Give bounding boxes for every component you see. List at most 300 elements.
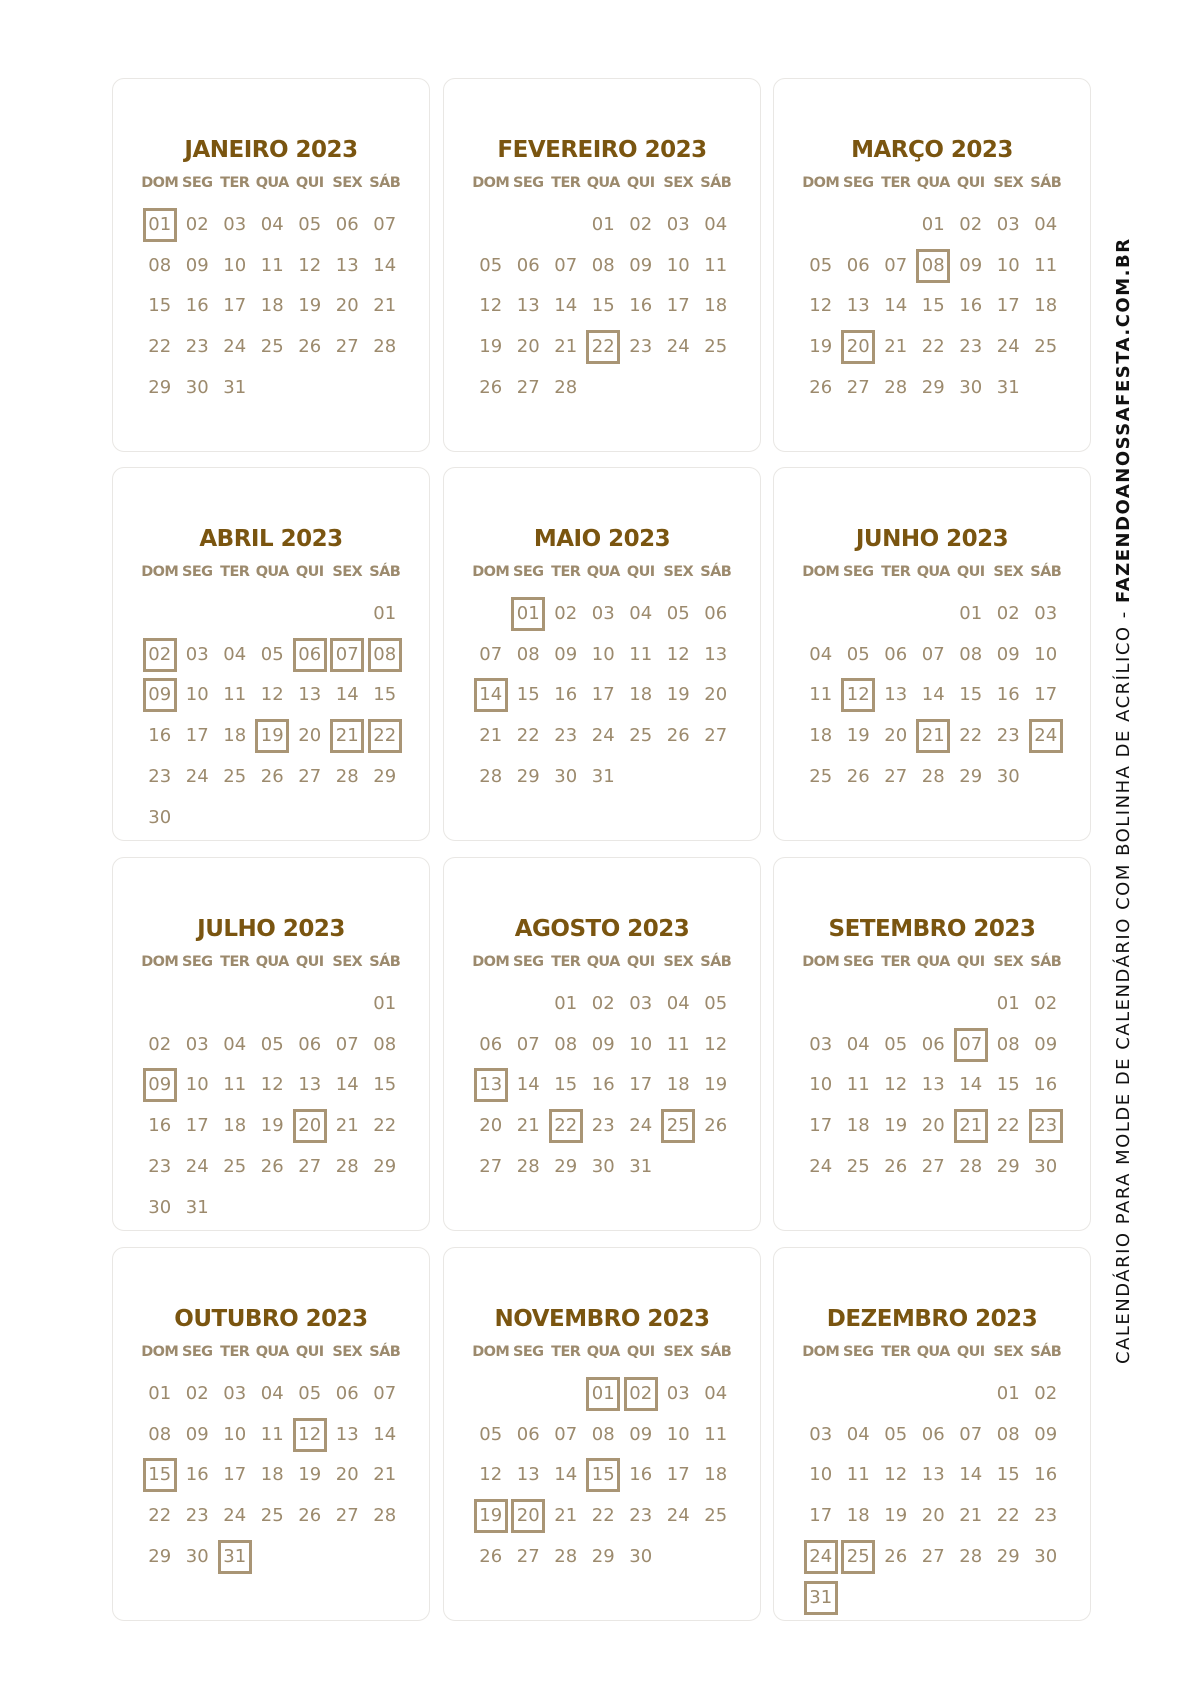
day-cell: 24 <box>223 1505 247 1527</box>
weekday-label: SEG <box>843 564 874 580</box>
weekday-label: SÁB <box>700 1344 732 1360</box>
day-cell: 30 <box>148 1196 172 1218</box>
day-cell: 14 <box>554 295 578 317</box>
day-cell: 05 <box>298 214 322 235</box>
day-cell: 04 <box>809 643 833 665</box>
day-cell: 25 <box>629 725 653 747</box>
day-cell: 25 <box>260 336 284 358</box>
day-cell: 13 <box>516 295 540 317</box>
weekday-label: QUI <box>956 175 985 191</box>
marked-day: 08 <box>915 246 953 286</box>
day-cell: 29 <box>996 1155 1020 1177</box>
marked-day: 19 <box>254 716 292 756</box>
day-cell: 11 <box>260 254 284 276</box>
day-cell: 28 <box>554 1545 578 1567</box>
side-caption-site: FAZENDOANOSSAFESTA.COM.BR <box>1113 237 1134 603</box>
day-cell: 03 <box>809 1423 833 1445</box>
day-cell: 03 <box>996 214 1020 235</box>
day-cell: 01 <box>959 603 983 624</box>
weekday-label: QUI <box>956 564 985 580</box>
day-cell: 14 <box>335 1074 359 1096</box>
day-cell: 20 <box>921 1115 945 1137</box>
marked-day: 12 <box>291 1415 329 1455</box>
day-cell: 18 <box>846 1115 870 1137</box>
day-cell: 28 <box>335 1155 359 1177</box>
day-cell: 19 <box>884 1505 908 1527</box>
weekday-label: TER <box>881 1344 911 1360</box>
day-cell: 14 <box>884 295 908 317</box>
day-cell: 05 <box>884 1033 908 1055</box>
weekday-label: SEG <box>513 564 544 580</box>
weekday-label: QUA <box>255 1344 289 1360</box>
day-cell: 01 <box>591 214 615 235</box>
month-card <box>112 857 430 1231</box>
weekday-label: QUA <box>916 1344 950 1360</box>
day-cell: 04 <box>666 993 690 1014</box>
day-cell: 09 <box>1034 1423 1058 1445</box>
day-cell: 05 <box>260 643 284 665</box>
weekday-label: QUA <box>255 564 289 580</box>
day-cell: 02 <box>996 603 1020 624</box>
weekday-header <box>472 1340 735 1364</box>
day-cell: 05 <box>666 603 690 624</box>
weekday-label: SEG <box>513 1344 544 1360</box>
weekday-label: QUA <box>586 1344 620 1360</box>
weekday-label: QUI <box>956 1344 985 1360</box>
weekday-header <box>802 950 1065 974</box>
day-cell: 24 <box>666 1505 690 1527</box>
day-cell: 24 <box>996 336 1020 358</box>
day-cell: 31 <box>629 1155 653 1177</box>
day-cell: 05 <box>884 1423 908 1445</box>
weekday-header <box>802 560 1065 584</box>
day-cell: 24 <box>185 765 209 787</box>
day-cell: 17 <box>666 295 690 317</box>
day-cell: 05 <box>479 1423 503 1445</box>
day-cell: 18 <box>1034 295 1058 317</box>
weekday-label: SÁB <box>700 564 732 580</box>
day-cell: 22 <box>148 1505 172 1527</box>
day-cell: 18 <box>260 295 284 317</box>
day-cell: 20 <box>516 336 540 358</box>
weekday-header <box>472 950 735 974</box>
day-cell: 26 <box>704 1115 728 1137</box>
day-cell: 23 <box>996 725 1020 747</box>
weekday-label: SÁB <box>369 564 401 580</box>
day-cell: 10 <box>223 254 247 276</box>
weekday-label: TER <box>881 564 911 580</box>
weekday-label: SÁB <box>369 1344 401 1360</box>
day-cell: 13 <box>335 1423 359 1445</box>
day-cell: 05 <box>479 254 503 276</box>
day-cell: 18 <box>223 725 247 747</box>
day-cell: 15 <box>959 684 983 706</box>
day-cell: 27 <box>335 1505 359 1527</box>
day-cell: 04 <box>846 1423 870 1445</box>
day-cell: 16 <box>554 684 578 706</box>
day-cell: 06 <box>516 254 540 276</box>
day-cell: 09 <box>629 254 653 276</box>
weekday-label: SEG <box>513 175 544 191</box>
weekday-label: QUA <box>916 564 950 580</box>
day-cell: 30 <box>959 376 983 398</box>
weekday-label: SÁB <box>700 175 732 191</box>
side-caption <box>1110 237 1138 1364</box>
day-cell: 05 <box>809 254 833 276</box>
day-cell: 13 <box>921 1464 945 1486</box>
day-cell: 11 <box>704 254 728 276</box>
marked-day: 21 <box>329 716 367 756</box>
month-card <box>112 1247 430 1621</box>
weekday-label: QUI <box>295 1344 324 1360</box>
day-cell: 08 <box>996 1423 1020 1445</box>
day-cell: 14 <box>335 684 359 706</box>
weekday-label: SEX <box>663 1344 694 1360</box>
weekday-label: SÁB <box>369 175 401 191</box>
day-cell: 29 <box>996 1545 1020 1567</box>
month-card <box>112 467 430 841</box>
day-cell: 09 <box>185 1423 209 1445</box>
day-cell: 28 <box>959 1155 983 1177</box>
day-cell: 12 <box>666 643 690 665</box>
day-cell: 31 <box>591 765 615 787</box>
day-cell: 03 <box>185 1033 209 1055</box>
weekday-label: QUI <box>626 564 655 580</box>
day-cell: 04 <box>846 1033 870 1055</box>
marked-day: 20 <box>291 1106 329 1146</box>
day-cell: 12 <box>884 1074 908 1096</box>
marked-day: 31 <box>802 1578 840 1618</box>
day-cell: 13 <box>298 1074 322 1096</box>
day-cell: 18 <box>223 1115 247 1137</box>
weekday-label: DOM <box>802 564 840 580</box>
weekday-label: QUA <box>586 564 620 580</box>
day-cell: 07 <box>921 643 945 665</box>
day-cell: 15 <box>996 1464 1020 1486</box>
day-cell: 30 <box>591 1155 615 1177</box>
day-cell: 24 <box>666 336 690 358</box>
day-cell: 29 <box>148 376 172 398</box>
day-cell: 22 <box>148 336 172 358</box>
weekday-label: SEX <box>332 175 363 191</box>
day-cell: 11 <box>846 1074 870 1096</box>
day-cell: 26 <box>479 376 503 398</box>
day-cell: 21 <box>554 1505 578 1527</box>
day-cell: 06 <box>921 1033 945 1055</box>
day-cell: 12 <box>479 295 503 317</box>
day-cell: 16 <box>1034 1074 1058 1096</box>
day-cell: 07 <box>884 254 908 276</box>
weekday-label: QUA <box>255 175 289 191</box>
weekday-label: TER <box>881 175 911 191</box>
day-cell: 16 <box>185 1464 209 1486</box>
day-cell: 18 <box>629 684 653 706</box>
day-cell: 08 <box>373 1033 397 1055</box>
day-cell: 26 <box>846 765 870 787</box>
day-cell: 02 <box>1034 993 1058 1014</box>
marked-day: 23 <box>1027 1106 1065 1146</box>
day-cell: 30 <box>185 1545 209 1567</box>
weekday-label: DOM <box>472 564 510 580</box>
day-cell: 10 <box>666 254 690 276</box>
day-cell: 17 <box>223 295 247 317</box>
day-cell: 03 <box>185 643 209 665</box>
day-cell: 18 <box>704 295 728 317</box>
weekday-label: SEG <box>182 175 213 191</box>
marked-day: 09 <box>141 1065 179 1105</box>
month-title: FEVEREIRO 2023 <box>497 137 707 163</box>
day-cell: 20 <box>298 725 322 747</box>
day-cell: 28 <box>335 765 359 787</box>
day-cell: 19 <box>704 1074 728 1096</box>
day-cell: 04 <box>704 1383 728 1404</box>
marked-day: 08 <box>366 635 404 675</box>
month-title: MARÇO 2023 <box>851 137 1013 163</box>
day-cell: 10 <box>185 684 209 706</box>
day-cell: 20 <box>704 684 728 706</box>
day-cell: 23 <box>148 1155 172 1177</box>
month-card <box>773 1247 1091 1621</box>
day-cell: 30 <box>1034 1545 1058 1567</box>
day-cell: 12 <box>260 1074 284 1096</box>
day-cell: 30 <box>629 1545 653 1567</box>
day-cell: 07 <box>335 1033 359 1055</box>
day-cell: 16 <box>148 725 172 747</box>
day-cell: 17 <box>185 725 209 747</box>
marked-day: 13 <box>472 1065 510 1105</box>
month-title: JULHO 2023 <box>197 916 345 942</box>
day-cell: 28 <box>884 376 908 398</box>
marked-day: 20 <box>840 327 878 367</box>
weekday-label: TER <box>220 1344 250 1360</box>
day-cell: 09 <box>996 643 1020 665</box>
day-cell: 01 <box>373 603 397 624</box>
day-cell: 08 <box>148 1423 172 1445</box>
marked-day: 20 <box>510 1496 548 1536</box>
day-cell: 26 <box>884 1155 908 1177</box>
day-cell: 19 <box>298 1464 322 1486</box>
weekday-label: QUI <box>626 1344 655 1360</box>
day-cell: 24 <box>223 336 247 358</box>
weekday-label: SEX <box>993 175 1024 191</box>
weekday-label: QUA <box>916 175 950 191</box>
day-cell: 30 <box>1034 1155 1058 1177</box>
day-cell: 04 <box>629 603 653 624</box>
day-cell: 24 <box>185 1155 209 1177</box>
day-cell: 20 <box>479 1115 503 1137</box>
weekday-label: TER <box>551 954 581 970</box>
day-cell: 01 <box>148 1383 172 1404</box>
day-cell: 12 <box>479 1464 503 1486</box>
day-cell: 28 <box>373 1505 397 1527</box>
day-cell: 22 <box>516 725 540 747</box>
day-cell: 03 <box>666 214 690 235</box>
day-cell: 17 <box>809 1115 833 1137</box>
day-cell: 22 <box>921 336 945 358</box>
day-cell: 07 <box>373 214 397 235</box>
day-cell: 29 <box>591 1545 615 1567</box>
day-cell: 02 <box>959 214 983 235</box>
day-cell: 02 <box>185 1383 209 1404</box>
marked-day: 06 <box>291 635 329 675</box>
weekday-label: SEG <box>843 175 874 191</box>
day-cell: 08 <box>591 1423 615 1445</box>
day-cell: 11 <box>223 684 247 706</box>
month-title: JANEIRO 2023 <box>184 137 358 163</box>
day-cell: 31 <box>223 376 247 398</box>
day-cell: 27 <box>298 765 322 787</box>
weekday-label: SEX <box>663 564 694 580</box>
day-cell: 26 <box>884 1545 908 1567</box>
day-cell: 09 <box>185 254 209 276</box>
day-cell: 05 <box>298 1383 322 1404</box>
day-cell: 26 <box>260 765 284 787</box>
day-cell: 28 <box>959 1545 983 1567</box>
weekday-label: SEX <box>663 954 694 970</box>
weekday-header <box>141 560 404 584</box>
marked-day: 24 <box>802 1537 840 1577</box>
weekday-label: DOM <box>472 1344 510 1360</box>
day-cell: 13 <box>846 295 870 317</box>
weekday-header <box>802 171 1065 195</box>
weekday-label: QUA <box>586 175 620 191</box>
day-cell: 08 <box>591 254 615 276</box>
weekday-label: SEG <box>182 1344 213 1360</box>
day-cell: 28 <box>554 376 578 398</box>
weekday-label: QUI <box>626 175 655 191</box>
day-cell: 14 <box>921 684 945 706</box>
day-cell: 03 <box>591 603 615 624</box>
month-card <box>443 857 761 1231</box>
day-cell: 27 <box>516 376 540 398</box>
weekday-label: TER <box>551 175 581 191</box>
day-cell: 03 <box>666 1383 690 1404</box>
day-cell: 12 <box>884 1464 908 1486</box>
weekday-label: QUI <box>626 954 655 970</box>
day-cell: 18 <box>666 1074 690 1096</box>
day-cell: 14 <box>959 1464 983 1486</box>
marked-day: 02 <box>622 1374 660 1414</box>
day-cell: 12 <box>260 684 284 706</box>
day-cell: 09 <box>959 254 983 276</box>
day-cell: 12 <box>704 1033 728 1055</box>
day-cell: 15 <box>373 1074 397 1096</box>
day-cell: 27 <box>846 376 870 398</box>
day-cell: 15 <box>554 1074 578 1096</box>
marked-day: 01 <box>141 205 179 245</box>
day-cell: 28 <box>921 765 945 787</box>
day-cell: 14 <box>959 1074 983 1096</box>
weekday-label: QUI <box>295 175 324 191</box>
day-cell: 16 <box>959 295 983 317</box>
day-cell: 04 <box>1034 214 1058 235</box>
day-cell: 18 <box>809 725 833 747</box>
weekday-header <box>141 171 404 195</box>
marked-day: 01 <box>510 594 548 634</box>
day-cell: 19 <box>260 1115 284 1137</box>
month-card <box>443 1247 761 1621</box>
day-cell: 23 <box>185 1505 209 1527</box>
day-cell: 02 <box>1034 1383 1058 1404</box>
day-cell: 26 <box>298 336 322 358</box>
weekday-label: SEX <box>332 954 363 970</box>
weekday-header <box>802 1340 1065 1364</box>
day-cell: 21 <box>335 1115 359 1137</box>
day-cell: 22 <box>959 725 983 747</box>
day-cell: 29 <box>516 765 540 787</box>
day-cell: 09 <box>629 1423 653 1445</box>
day-cell: 31 <box>996 376 1020 398</box>
day-cell: 20 <box>884 725 908 747</box>
day-cell: 24 <box>809 1155 833 1177</box>
weekday-label: DOM <box>141 564 179 580</box>
day-cell: 22 <box>591 1505 615 1527</box>
weekday-label: SÁB <box>1030 564 1062 580</box>
marked-day: 15 <box>585 1455 623 1495</box>
weekday-label: SEX <box>332 1344 363 1360</box>
day-cell: 31 <box>185 1196 209 1218</box>
day-cell: 29 <box>554 1155 578 1177</box>
day-cell: 23 <box>629 1505 653 1527</box>
day-cell: 19 <box>666 684 690 706</box>
day-cell: 27 <box>921 1155 945 1177</box>
marked-day: 07 <box>329 635 367 675</box>
day-cell: 29 <box>373 1155 397 1177</box>
weekday-label: DOM <box>802 175 840 191</box>
day-cell: 17 <box>591 684 615 706</box>
day-cell: 07 <box>554 1423 578 1445</box>
weekday-label: SEG <box>843 954 874 970</box>
day-cell: 06 <box>704 603 728 624</box>
marked-day: 15 <box>141 1455 179 1495</box>
marked-day: 02 <box>141 635 179 675</box>
day-cell: 13 <box>884 684 908 706</box>
day-cell: 25 <box>846 1155 870 1177</box>
day-cell: 06 <box>921 1423 945 1445</box>
day-cell: 23 <box>554 725 578 747</box>
day-cell: 09 <box>1034 1033 1058 1055</box>
day-cell: 21 <box>516 1115 540 1137</box>
weekday-label: SEG <box>182 954 213 970</box>
weekday-label: SEX <box>993 954 1024 970</box>
day-cell: 30 <box>996 765 1020 787</box>
day-cell: 10 <box>629 1033 653 1055</box>
day-cell: 15 <box>373 684 397 706</box>
day-cell: 21 <box>479 725 503 747</box>
day-cell: 11 <box>704 1423 728 1445</box>
day-cell: 06 <box>335 1383 359 1404</box>
day-cell: 29 <box>921 376 945 398</box>
month-card <box>773 467 1091 841</box>
day-cell: 12 <box>809 295 833 317</box>
day-cell: 11 <box>1034 254 1058 276</box>
day-cell: 21 <box>884 336 908 358</box>
weekday-label: QUA <box>255 954 289 970</box>
day-cell: 21 <box>959 1505 983 1527</box>
month-title: NOVEMBRO 2023 <box>494 1306 710 1332</box>
weekday-label: DOM <box>141 175 179 191</box>
day-cell: 26 <box>479 1545 503 1567</box>
day-cell: 02 <box>148 1033 172 1055</box>
weekday-header <box>472 560 735 584</box>
day-cell: 03 <box>1034 603 1058 624</box>
day-cell: 13 <box>298 684 322 706</box>
day-cell: 01 <box>921 214 945 235</box>
weekday-header <box>141 1340 404 1364</box>
day-cell: 11 <box>809 684 833 706</box>
day-cell: 01 <box>373 993 397 1014</box>
day-cell: 09 <box>554 643 578 665</box>
